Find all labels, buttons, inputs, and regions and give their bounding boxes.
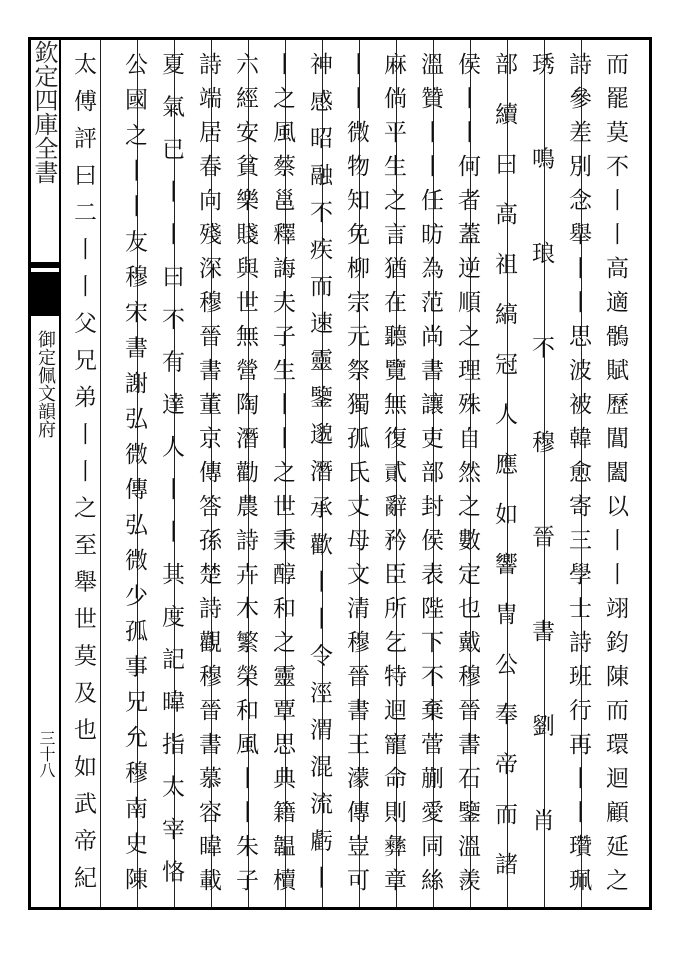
text-column: 詩端居春向殘深穆晉書董京傳答孫楚詩觀穆晉書慕容暐載 (195, 52, 221, 902)
text-column: 丨丨微物知免柳宗元祭獨孤氏丈母文清穆晉書王濛傳豈可 (343, 52, 369, 902)
text-column: 公國之丨丨友穆宋書謝弘微傳弘微少孤事兄允穆南史陳 (121, 52, 147, 902)
text-column: 琇鳴琅不穆晉書劉肖 (528, 52, 554, 902)
margin-black-block (28, 272, 60, 316)
margin-book-title: 御定佩文韻府 (35, 330, 56, 438)
text-column: 麻倘平生之言猶在聽覽無復貳辭矜臣所乞特迴寵命則彝章 (380, 52, 406, 902)
text-column: 神感昭融不疾而速靈鑒邈潛承歡丨丨令涇渭混流虧丨 (306, 52, 332, 902)
margin-page-number: 三十八 (37, 730, 56, 778)
text-column: 侯丨丨何者蓋逆順之理殊自然之數定也戴穆晉書石鑒溫羨 (454, 52, 480, 902)
margin-title: 欽定四庫全書 (30, 40, 58, 184)
text-column: 溫贊丨丨任昉為范尚書讓吏部封侯表陛下不棄菅蒯愛同絲 (417, 52, 443, 902)
text-column: 而罷莫不丨丨高適鶻賦歷閶闔以丨丨翊鈞陳而環迴顧延之 (602, 52, 628, 902)
text-column: 詩參差別念舉丨丨思波被韓愈寄三學士詩班行再丨丨瓚珮 (565, 52, 591, 902)
text-column: 部續曰高祖縞冠人應如響冑公奉帝而諸 (491, 52, 517, 902)
text-column: 六經安貧樂賤與世無營陶潛勸農詩卉木繁榮和風丨丨朱子 (232, 52, 258, 902)
column-rule (100, 40, 101, 907)
margin-fishtail (28, 262, 60, 268)
text-column: 丨之風蔡邕釋誨夫子生丨丨之世秉醇和之靈覃思典籍韞櫝 (269, 52, 295, 902)
text-column: 太傅評曰二丨丨父兄弟丨丨之至舉世莫及也如武帝紀 (70, 52, 96, 902)
text-column: 夏氣已丨丨曰不有達人丨丨其度記暐指太宰恪 (158, 52, 184, 902)
